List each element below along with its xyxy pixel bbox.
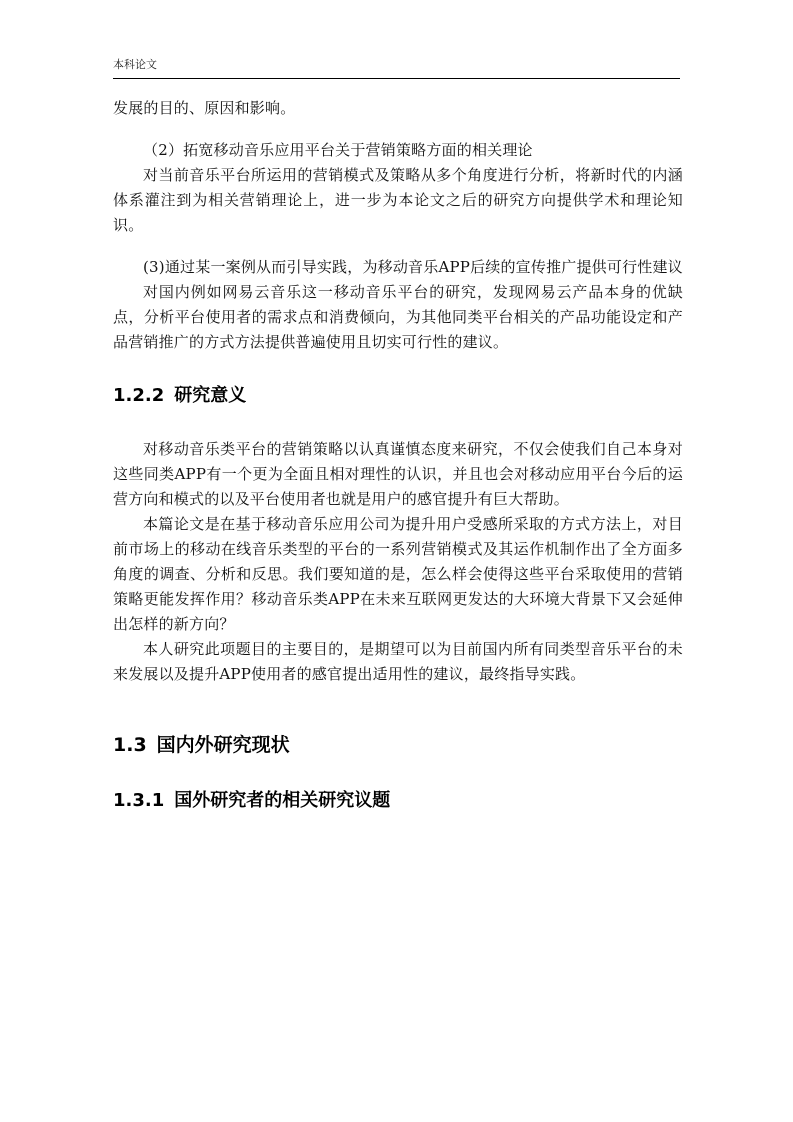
section-number: 1.2.2 [113, 385, 165, 406]
list-item-2-text: 对当前音乐平台所运用的营销模式及策略从多个角度进行分析，将新时代的内涵体系灌注到为相关营销理论上，进一步为本论文之后的研究方向提供学术和理论知识。 [113, 166, 683, 234]
section-title: 研究意义 [174, 385, 247, 406]
section-title: 国外研究者的相关研究议题 [174, 790, 391, 811]
section-number: 1.3 [113, 734, 147, 756]
section-title: 国内外研究现状 [156, 734, 290, 756]
running-header: 本科论文 [113, 58, 157, 71]
section-heading-1-3-1 [113, 786, 683, 816]
spacer [113, 687, 683, 713]
list-item-3-title: (3)通过某一案例从而引导实践，为移动音乐APP后续的宣传推广提供可行性建议 [143, 258, 683, 276]
header-rule [113, 78, 680, 79]
spacer [113, 713, 683, 730]
spacer [113, 760, 683, 786]
paragraph-continuation: 发展的目的、原因和影响。 [113, 99, 296, 117]
significance-paragraph-1: 对移动音乐类平台的营销策略以认真谨慎态度来研究，不仅会使我们自己本身对这些同类APP有一个更为全面且相对理性的认识，并且也会对移动应用平台今后的运营方向和模式的以及平台使用者也就是用户的感官提升有巨大帮助。 [113, 440, 683, 508]
section-number: 1.3.1 [113, 790, 165, 811]
spacer [113, 121, 683, 138]
spacer [113, 238, 683, 255]
list-item-2-title: （2）拓宽移动音乐应用平台关于营销策略方面的相关理论 [143, 141, 533, 159]
list-item-3-text: 对国内例如网易云音乐这一移动音乐平台的研究，发现网易云产品本身的优缺点，分析平台使用者的需求点和消费倾向，为其他同类平台相关的产品功能设定和产品营销推广的方式方法提供普遍使用且切实可行性的建议。 [113, 283, 683, 351]
section-heading-1-2-2 [113, 381, 683, 411]
section-heading-1-3 [113, 730, 683, 760]
page-body [113, 96, 683, 816]
spacer [113, 355, 683, 381]
significance-paragraph-3: 本人研究此项题目的主要目的，是期望可以为目前国内所有同类型音乐平台的未来发展以及提升APP使用者的感官提出适用性的建议，最终指导实践。 [113, 640, 683, 683]
spacer [113, 411, 683, 437]
significance-paragraph-2: 本篇论文是在基于移动音乐应用公司为提升用户受感所采取的方式方法上，对目前市场上的移动在线音乐类型的平台的一系列营销模式及其运作机制作出了全方面多角度的调查、分析和反思。我们要知道的是，怎么样会使得这些平台采取使用的营销策略更能发挥作用？移动音乐类APP在未来互联网更发达的大环境大背景下又会延伸出怎样的新方向？ [113, 515, 683, 633]
